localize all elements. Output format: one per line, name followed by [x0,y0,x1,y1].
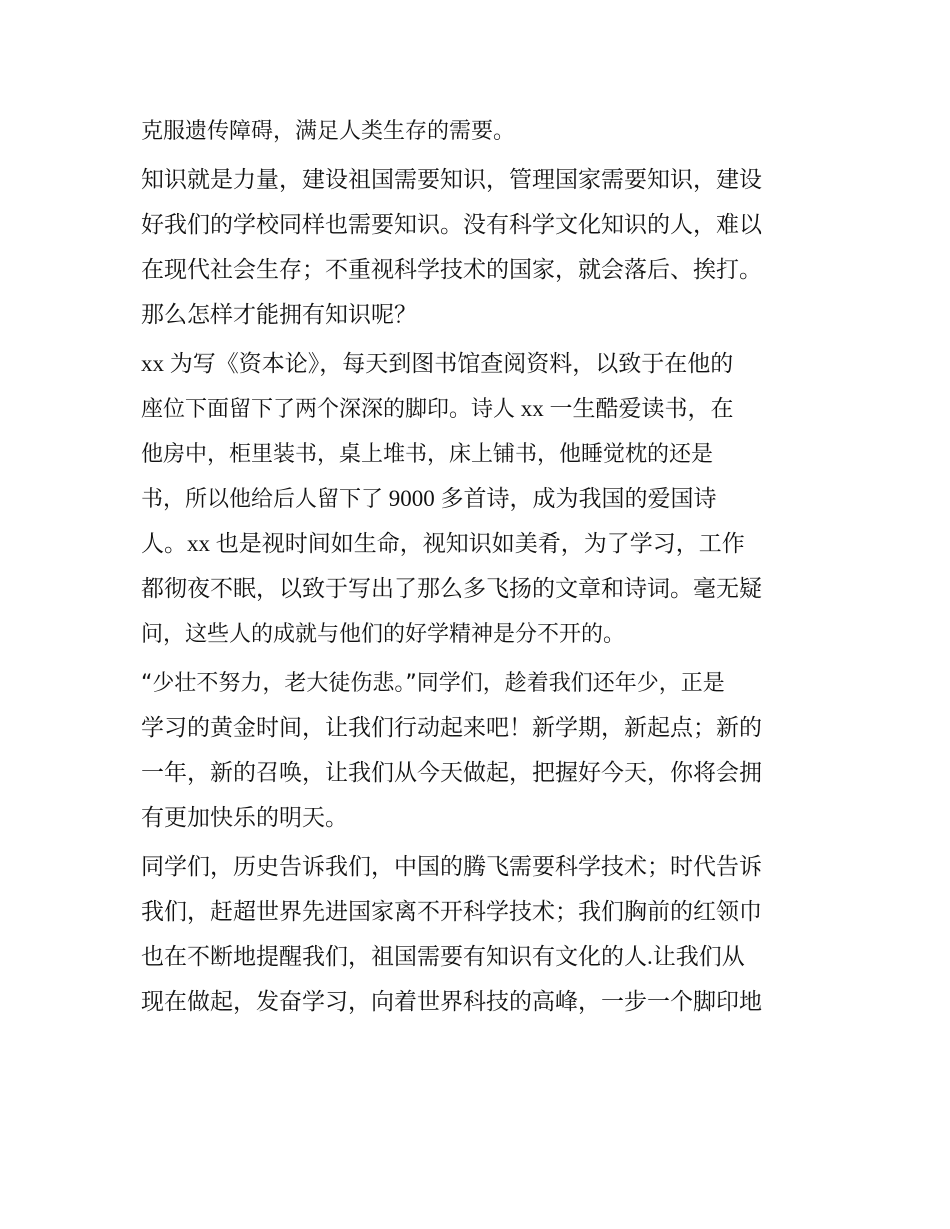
text-run: 人。xx 也是视时间如生命，视知识如美肴，为了学习，工作 [141,531,745,556]
text-run: 我们，赶超世界先进国家离不开科学技术；我们胸前的红领巾 [141,899,762,924]
text-line [141,795,821,840]
text-run: 在现代社会生存；不重视科学技术的国家，就会落后、挨打。 [141,257,762,282]
text-line [141,844,821,889]
text-run: “少壮不努力，老大徒伤悲。”同学们，趁着我们还年少，正是 [141,671,725,696]
text-run: 座位下面留下了两个深深的脚印。诗人 [141,397,516,422]
text-run: 知识就是力量，建设祖国需要知识，管理国家需要知识，建设 [141,167,762,192]
text-run: 那么怎样才能拥有知识呢？ [141,302,417,327]
text-run: 9000 多首诗，成为我国的爱国诗 [383,486,717,511]
text-line [141,202,821,247]
text-line [141,476,821,521]
text-line [141,247,821,292]
text-line [141,341,821,386]
text-line [141,566,821,611]
text-run: 有更加快乐的明天。 [141,805,348,830]
text-run: xx 一生酷爱读书，在 [515,396,734,421]
text-line [141,108,821,153]
body-text [141,108,821,1024]
text-line [141,979,821,1024]
text-line [141,705,821,750]
text-line [141,292,821,337]
text-line [141,660,821,705]
text-run: 也在不断地提醒我们，祖国需要有知识有文化的人.让我们从 [141,944,745,969]
text-run: 都彻夜不眠，以致于写出了那么多飞扬的文章和诗词。毫无疑 [141,576,762,601]
text-line [141,157,821,202]
text-run: 问，这些人的成就与他们的好学精神是分不开的。 [141,622,626,647]
text-line [141,431,821,476]
text-run: 好我们的学校同样也需要知识。没有科学文化知识的人，难以 [141,212,762,237]
text-run: 克服遗传障碍，满足人类生存的需要。 [141,119,516,144]
text-line [141,611,821,656]
text-run: 学习的黄金时间，让我们行动起来吧！新学期，新起点；新的 [141,715,762,740]
text-run: 书，所以他给后人留下了 [141,487,384,512]
text-line [141,521,821,566]
text-line [141,750,821,795]
text-run: 他房中，柜里装书，桌上堆书，床上铺书，他睡觉枕的还是 [141,442,714,467]
text-line [141,889,821,934]
text-run: 一年，新的召唤，让我们从今天做起，把握好今天，你将会拥 [141,760,762,785]
text-run: 现在做起，发奋学习，向着世界科技的高峰，一步一个脚印地 [141,989,762,1014]
text-line [141,934,821,979]
text-run: xx 为写《资本论》，每天到图书馆查阅资料，以致于在他的 [141,351,734,376]
text-line [141,386,821,431]
text-run: 同学们，历史告诉我们，中国的腾飞需要科学技术；时代告诉 [141,854,762,879]
